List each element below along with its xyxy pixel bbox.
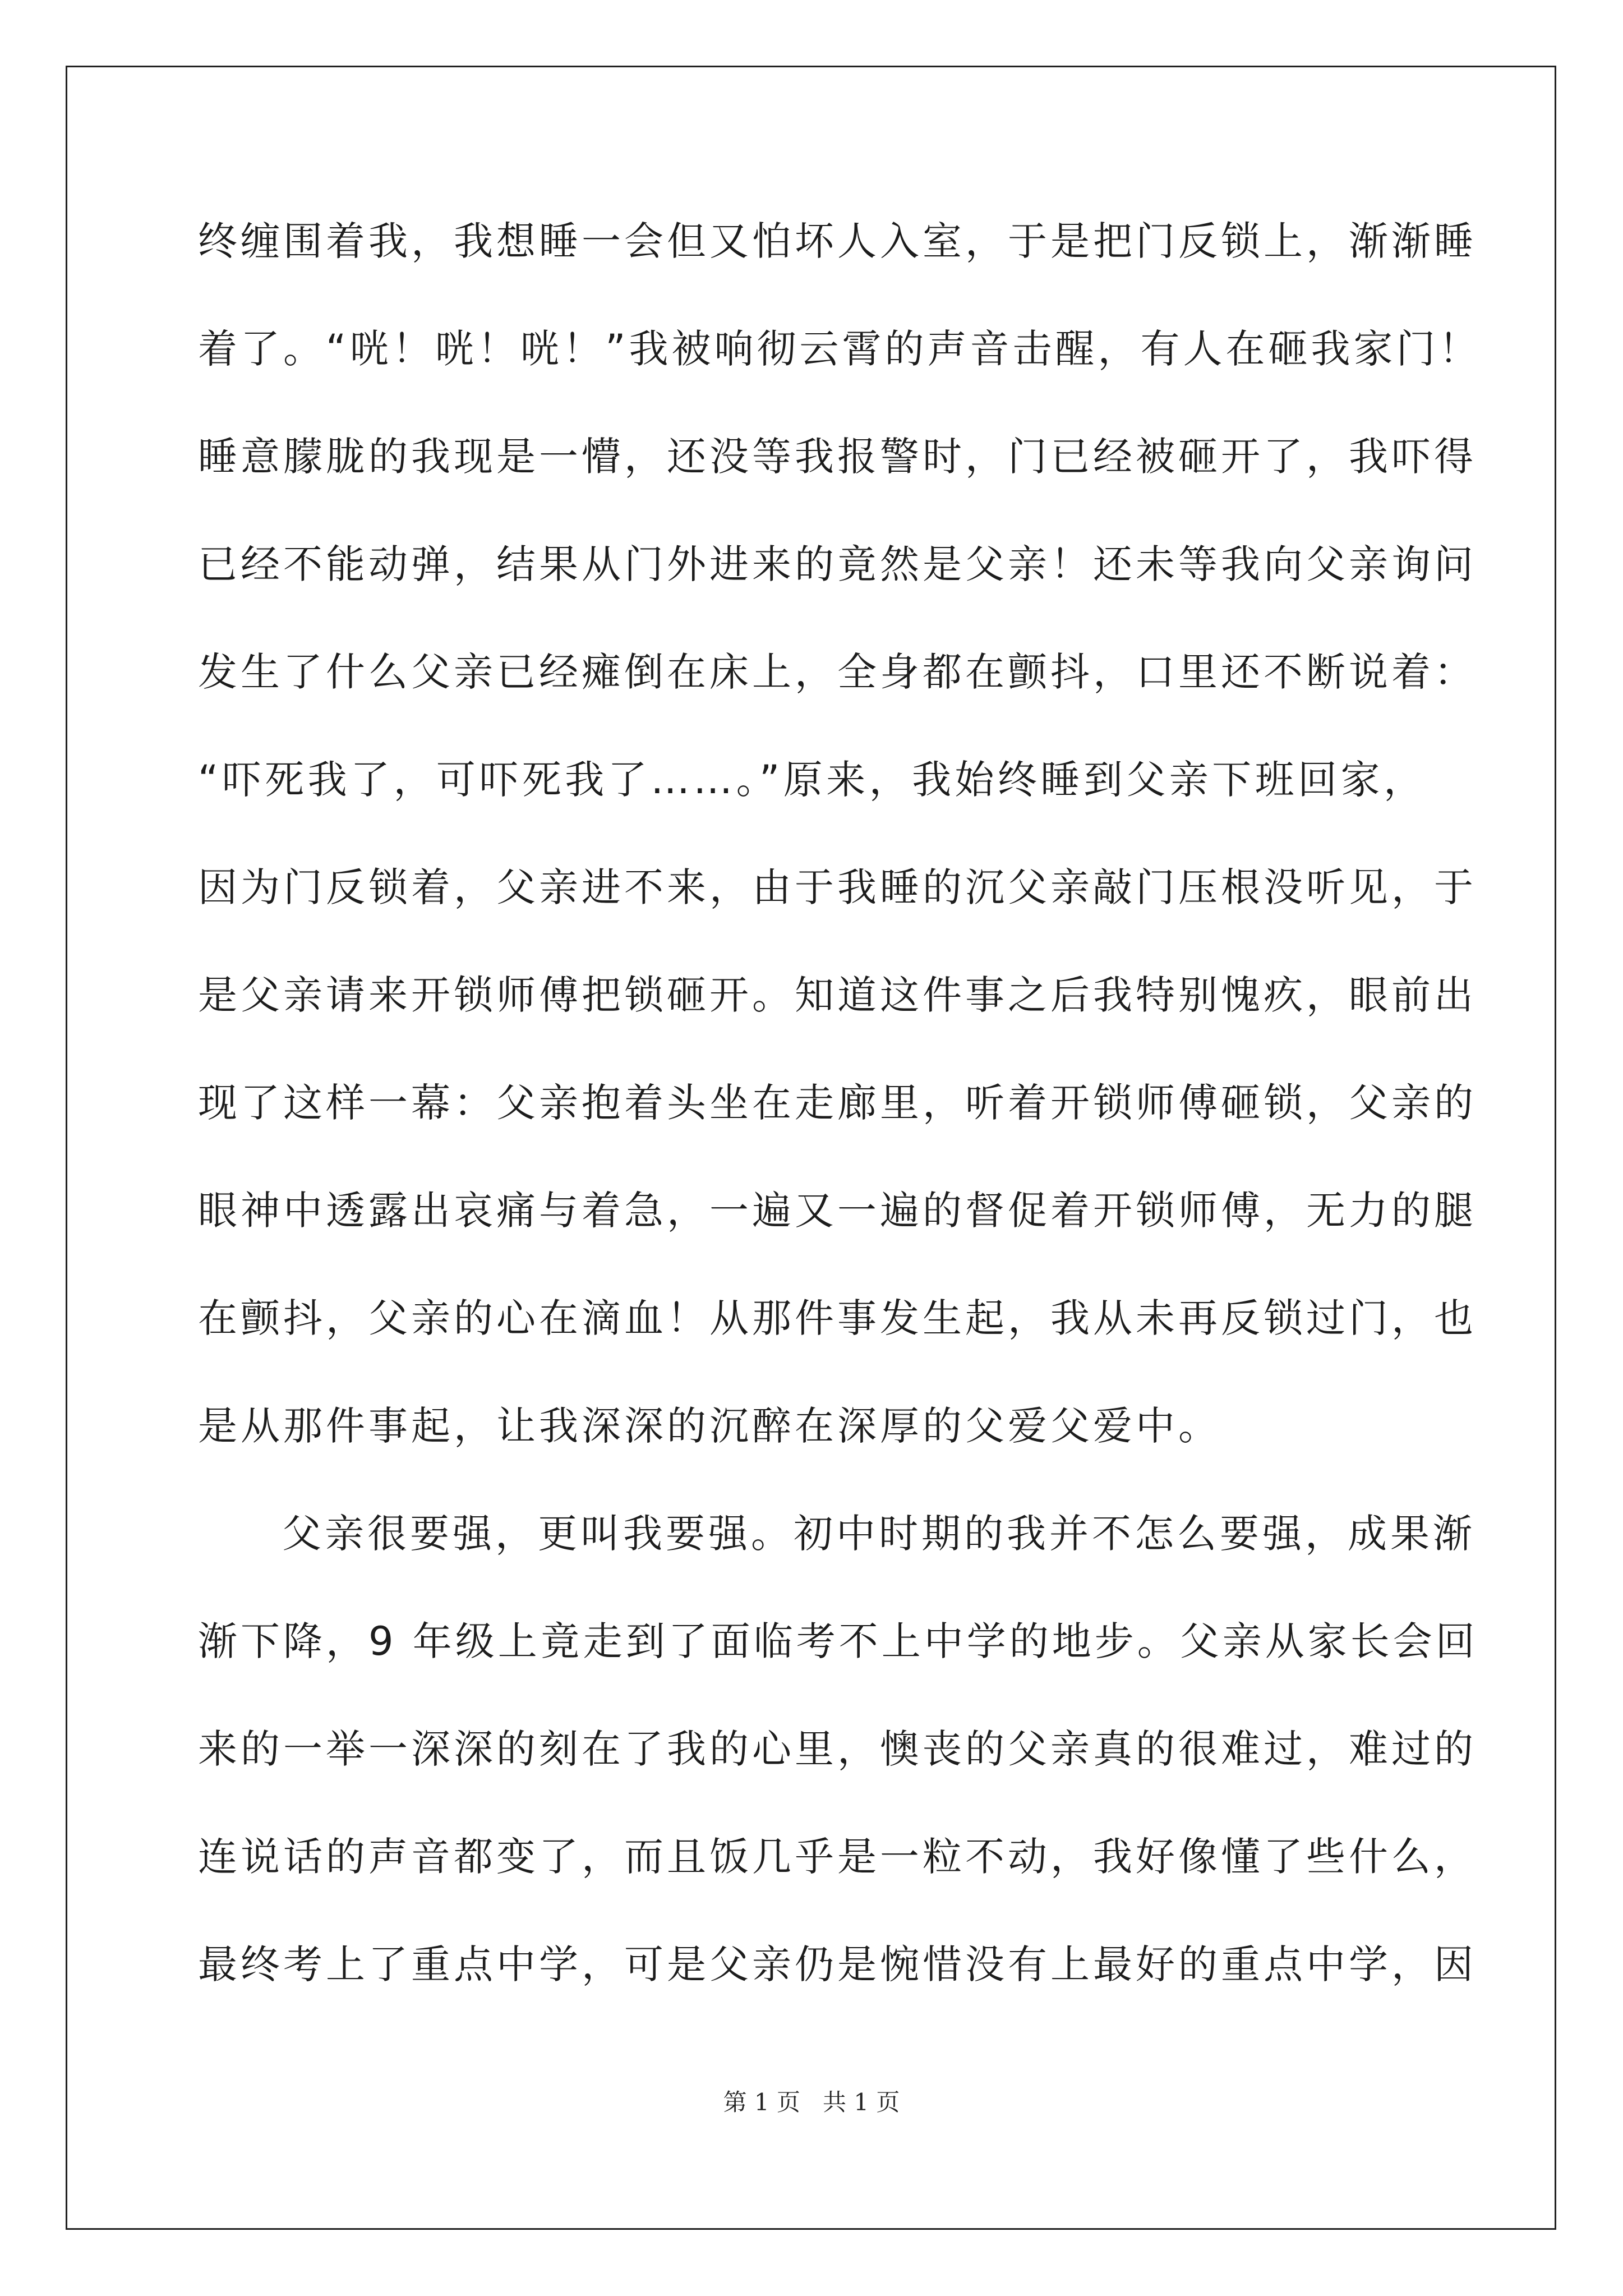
- text-line: 着了。“咣！咣！咣！”我被响彻云霄的声音击醒，有人在砸我家门！: [198, 326, 1482, 372]
- text-line: 现了这样一幕：父亲抱着头坐在走廊里，听着开锁师傅砸锁，父亲的: [198, 1080, 1477, 1126]
- text-line: 终缠围着我，我想睡一会但又怕坏人入室，于是把门反锁上，渐渐睡: [198, 218, 1477, 264]
- text-line: 在颤抖，父亲的心在滴血！从那件事发生起，我从未再反锁过门，也: [198, 1295, 1477, 1341]
- text-line: 睡意朦胧的我现是一懵，还没等我报警时，门已经被砸开了，我吓得: [198, 434, 1477, 480]
- text-line: 来的一举一深深的刻在了我的心里，懊丧的父亲真的很难过，难过的: [198, 1726, 1477, 1772]
- text-line: 已经不能动弹，结果从门外进来的竟然是父亲！还未等我向父亲询问: [198, 541, 1477, 587]
- paragraph-end-line: 是从那件事起，让我深深的沉醉在深厚的父爱父爱中。: [198, 1403, 1221, 1449]
- text-line: 是父亲请来开锁师傅把锁砸开。知道这件事之后我特别愧疚，眼前出: [198, 972, 1477, 1018]
- paragraph-start-line: 父亲很要强，更叫我要强。初中时期的我并不怎么要强，成果渐: [282, 1511, 1476, 1557]
- text-line: 因为门反锁着，父亲进不来，由于我睡的沉父亲敲门压根没听见，于: [198, 864, 1477, 910]
- text-line: 最终考上了重点中学，可是父亲仍是惋惜没有上最好的重点中学，因: [198, 1941, 1477, 1987]
- text-line: “吓死我了，可吓死我了……。”原来，我始终睡到父亲下班回家，: [198, 757, 1426, 803]
- text-line: 渐下降，9 年级上竟走到了面临考不上中学的地步。父亲从家长会回: [198, 1618, 1478, 1664]
- page-number: 第 1 页: [723, 2088, 800, 2116]
- document-body: [198, 213, 1482, 2044]
- text-line: 连说话的声音都变了，而且饭几乎是一粒不动，我好像懂了些什么，: [198, 1834, 1477, 1880]
- page-footer: [0, 2084, 1623, 2118]
- text-line: 发生了什么父亲已经瘫倒在床上，全身都在颤抖，口里还不断说着：: [198, 649, 1477, 695]
- text-line: 眼神中透露出哀痛与着急，一遍又一遍的督促着开锁师傅，无力的腿: [198, 1188, 1477, 1234]
- page-total: 共 1 页: [823, 2088, 900, 2116]
